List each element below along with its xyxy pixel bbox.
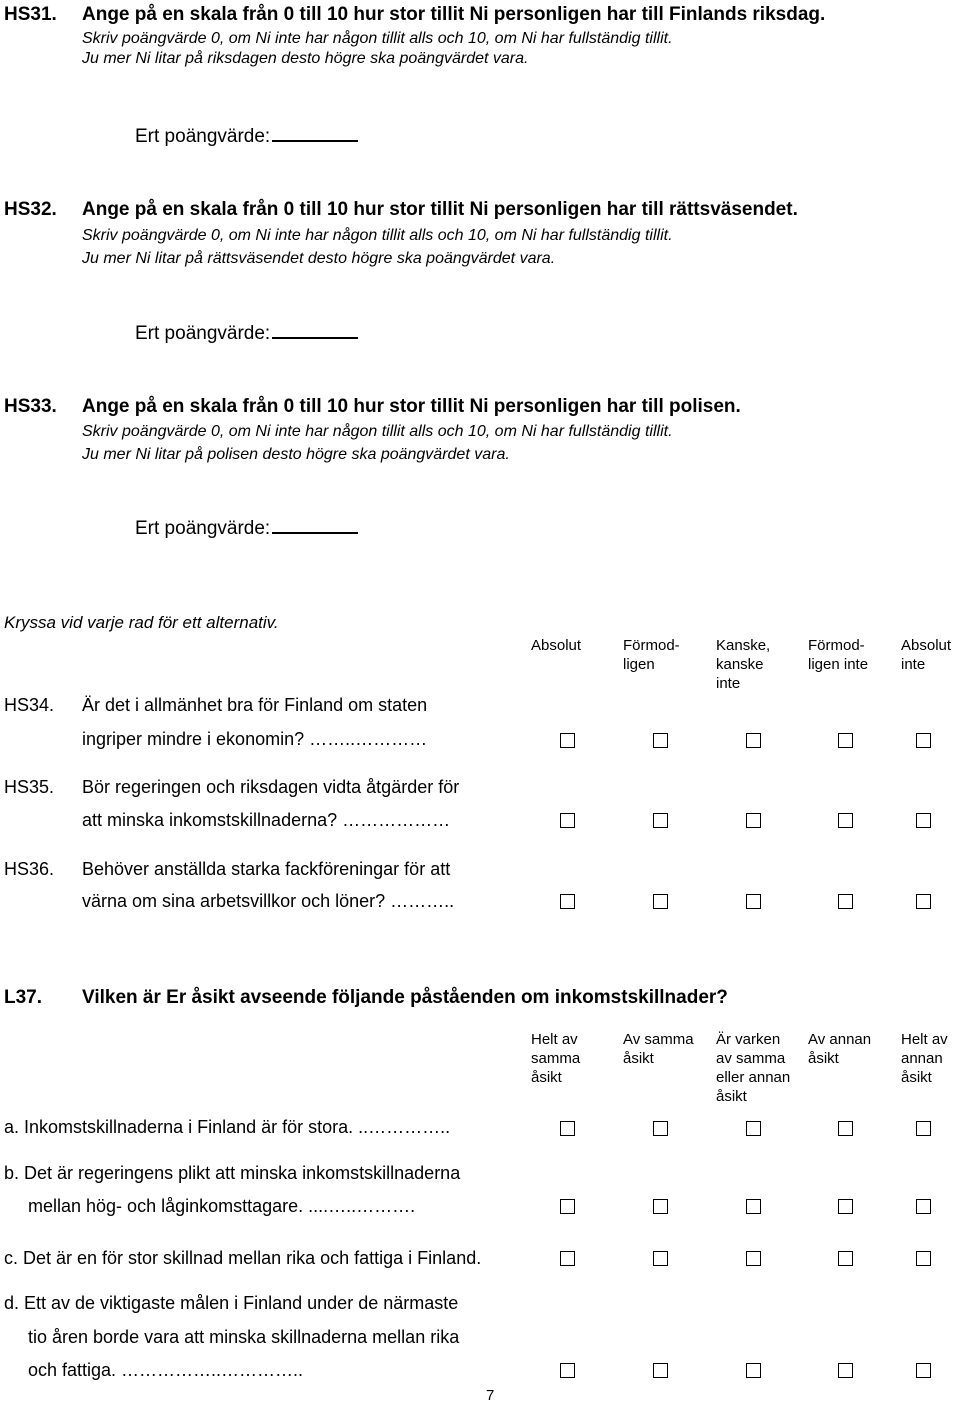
grid1-instruction: Kryssa vid varje rad för ett alternativ. (4, 613, 279, 632)
l37b-checkbox-2[interactable] (653, 1199, 668, 1214)
hs33-score (135, 514, 358, 540)
hs32-score-label: Ert poängvärde: (135, 323, 271, 344)
hs35-checkbox-5[interactable] (916, 813, 931, 828)
hs34-checkbox-2[interactable] (653, 733, 668, 748)
l37b-checkbox-4[interactable] (838, 1199, 853, 1214)
hs34-text-2: ingriper mindre i ekonomin? ……..………… (82, 729, 428, 749)
hs31-score-input[interactable] (272, 122, 358, 142)
l37d-checkbox-2[interactable] (653, 1363, 668, 1378)
hs33-score-label: Ert poängvärde: (135, 518, 271, 539)
grid1-header-kanske: Kanske, kanske inte (716, 637, 771, 692)
hs32-instruction-2: Ju mer Ni litar på rättsväsendet desto högre ska poängvärdet vara. (82, 250, 556, 267)
hs32-instruction-1: Skriv poängvärde 0, om Ni inte har någon tillit alls och 10, om Ni har fullständig tillit. (82, 227, 673, 244)
l37-title: Vilken är Er åsikt avseende följande påståenden om inkomstskillnader? (82, 987, 728, 1008)
hs35-number: HS35. (4, 777, 55, 797)
l37-header-helt-av-annan: Helt av annan åsikt (901, 1031, 948, 1086)
hs35-checkbox-2[interactable] (653, 813, 668, 828)
l37d-checkbox-4[interactable] (838, 1363, 853, 1378)
hs35-checkbox-1[interactable] (560, 813, 575, 828)
hs35-checkbox-4[interactable] (838, 813, 853, 828)
hs31-score-label: Ert poängvärde: (135, 126, 271, 147)
l37-header-av-annan: Av annan åsikt (808, 1031, 872, 1067)
hs31-instruction-1: Skriv poängvärde 0, om Ni inte har någon tillit alls och 10, om Ni har fullständig tillit. (82, 30, 673, 47)
l37c-checkbox-5[interactable] (916, 1251, 931, 1266)
grid1-header-absolut: Absolut (531, 637, 582, 654)
hs36-text-2: värna om sina arbetsvillkor och löner? ……….. (82, 891, 455, 911)
l37-header-helt-av-samma: Helt av samma åsikt (531, 1031, 581, 1086)
l37c-checkbox-2[interactable] (653, 1251, 668, 1266)
hs36-checkbox-1[interactable] (560, 894, 575, 909)
l37b-text-1: b. Det är regeringens plikt att minska inkomstskillnaderna (4, 1163, 461, 1183)
l37c-text-1: c. Det är en för stor skillnad mellan rika och fattiga i Finland. (4, 1248, 482, 1268)
hs36-checkbox-2[interactable] (653, 894, 668, 909)
hs31-number: HS31. (4, 4, 57, 25)
hs31-score (135, 122, 358, 148)
l37-header-av-samma: Av samma åsikt (623, 1031, 694, 1067)
l37c-checkbox-3[interactable] (746, 1251, 761, 1266)
grid1-header-formodligen: Förmod- ligen (623, 637, 680, 673)
hs32-number: HS32. (4, 199, 57, 220)
hs31-instruction-2: Ju mer Ni litar på riksdagen desto högre ska poängvärdet vara. (82, 50, 529, 67)
l37a-checkbox-3[interactable] (746, 1121, 761, 1136)
l37d-text-1: d. Ett av de viktigaste målen i Finland under de närmaste (4, 1293, 459, 1313)
l37a-checkbox-1[interactable] (560, 1121, 575, 1136)
hs33-instruction-1: Skriv poängvärde 0, om Ni inte har någon tillit alls och 10, om Ni har fullständig tillit. (82, 423, 673, 440)
hs32-score-input[interactable] (272, 319, 358, 339)
l37d-text-2: tio åren borde vara att minska skillnaderna mellan rika (28, 1327, 460, 1347)
hs35-checkbox-3[interactable] (746, 813, 761, 828)
hs35-text-2: att minska inkomstskillnaderna? ……………… (82, 810, 451, 830)
grid1-header-absolut-inte: Absolut inte (901, 637, 952, 673)
hs36-number: HS36. (4, 859, 55, 879)
hs36-checkbox-3[interactable] (746, 894, 761, 909)
hs33-number: HS33. (4, 396, 57, 417)
l37d-checkbox-1[interactable] (560, 1363, 575, 1378)
hs36-checkbox-5[interactable] (916, 894, 931, 909)
hs33-title: Ange på en skala från 0 till 10 hur stor tillit Ni personligen har till polisen. (82, 396, 741, 417)
l37-header-varken: Är varken av samma eller annan åsikt (716, 1031, 791, 1105)
l37c-checkbox-1[interactable] (560, 1251, 575, 1266)
l37a-checkbox-4[interactable] (838, 1121, 853, 1136)
hs31-title: Ange på en skala från 0 till 10 hur stor tillit Ni personligen har till Finlands riksdag. (82, 4, 826, 25)
l37d-checkbox-3[interactable] (746, 1363, 761, 1378)
l37b-text-2: mellan hög- och låginkomsttagare. ....…..………. (28, 1196, 416, 1216)
hs34-text-1: Är det i allmänhet bra för Finland om staten (82, 695, 428, 715)
l37c-checkbox-4[interactable] (838, 1251, 853, 1266)
hs34-checkbox-5[interactable] (916, 733, 931, 748)
hs34-number: HS34. (4, 695, 55, 715)
l37a-checkbox-5[interactable] (916, 1121, 931, 1136)
l37d-checkbox-5[interactable] (916, 1363, 931, 1378)
page-number: 7 (486, 1387, 495, 1404)
hs32-score (135, 319, 358, 345)
l37b-checkbox-5[interactable] (916, 1199, 931, 1214)
l37b-checkbox-1[interactable] (560, 1199, 575, 1214)
hs32-title: Ange på en skala från 0 till 10 hur stor tillit Ni personligen har till rättsväsendet. (82, 199, 798, 220)
hs34-checkbox-4[interactable] (838, 733, 853, 748)
hs35-text-1: Bör regeringen och riksdagen vidta åtgärder för (82, 777, 460, 797)
grid1-header-formodligen-inte: Förmod- ligen inte (808, 637, 869, 673)
l37a-checkbox-2[interactable] (653, 1121, 668, 1136)
l37-number: L37. (4, 987, 43, 1008)
hs36-checkbox-4[interactable] (838, 894, 853, 909)
hs33-score-input[interactable] (272, 514, 358, 534)
l37a-text-1: a. Inkomstskillnaderna i Finland är för stora. ..………….. (4, 1117, 451, 1137)
hs34-checkbox-1[interactable] (560, 733, 575, 748)
hs33-instruction-2: Ju mer Ni litar på polisen desto högre ska poängvärdet vara. (82, 446, 510, 463)
l37d-text-3: och fattiga. ……………..………….. (28, 1360, 304, 1380)
hs36-text-1: Behöver anställda starka fackföreningar för att (82, 859, 451, 879)
hs34-checkbox-3[interactable] (746, 733, 761, 748)
l37b-checkbox-3[interactable] (746, 1199, 761, 1214)
